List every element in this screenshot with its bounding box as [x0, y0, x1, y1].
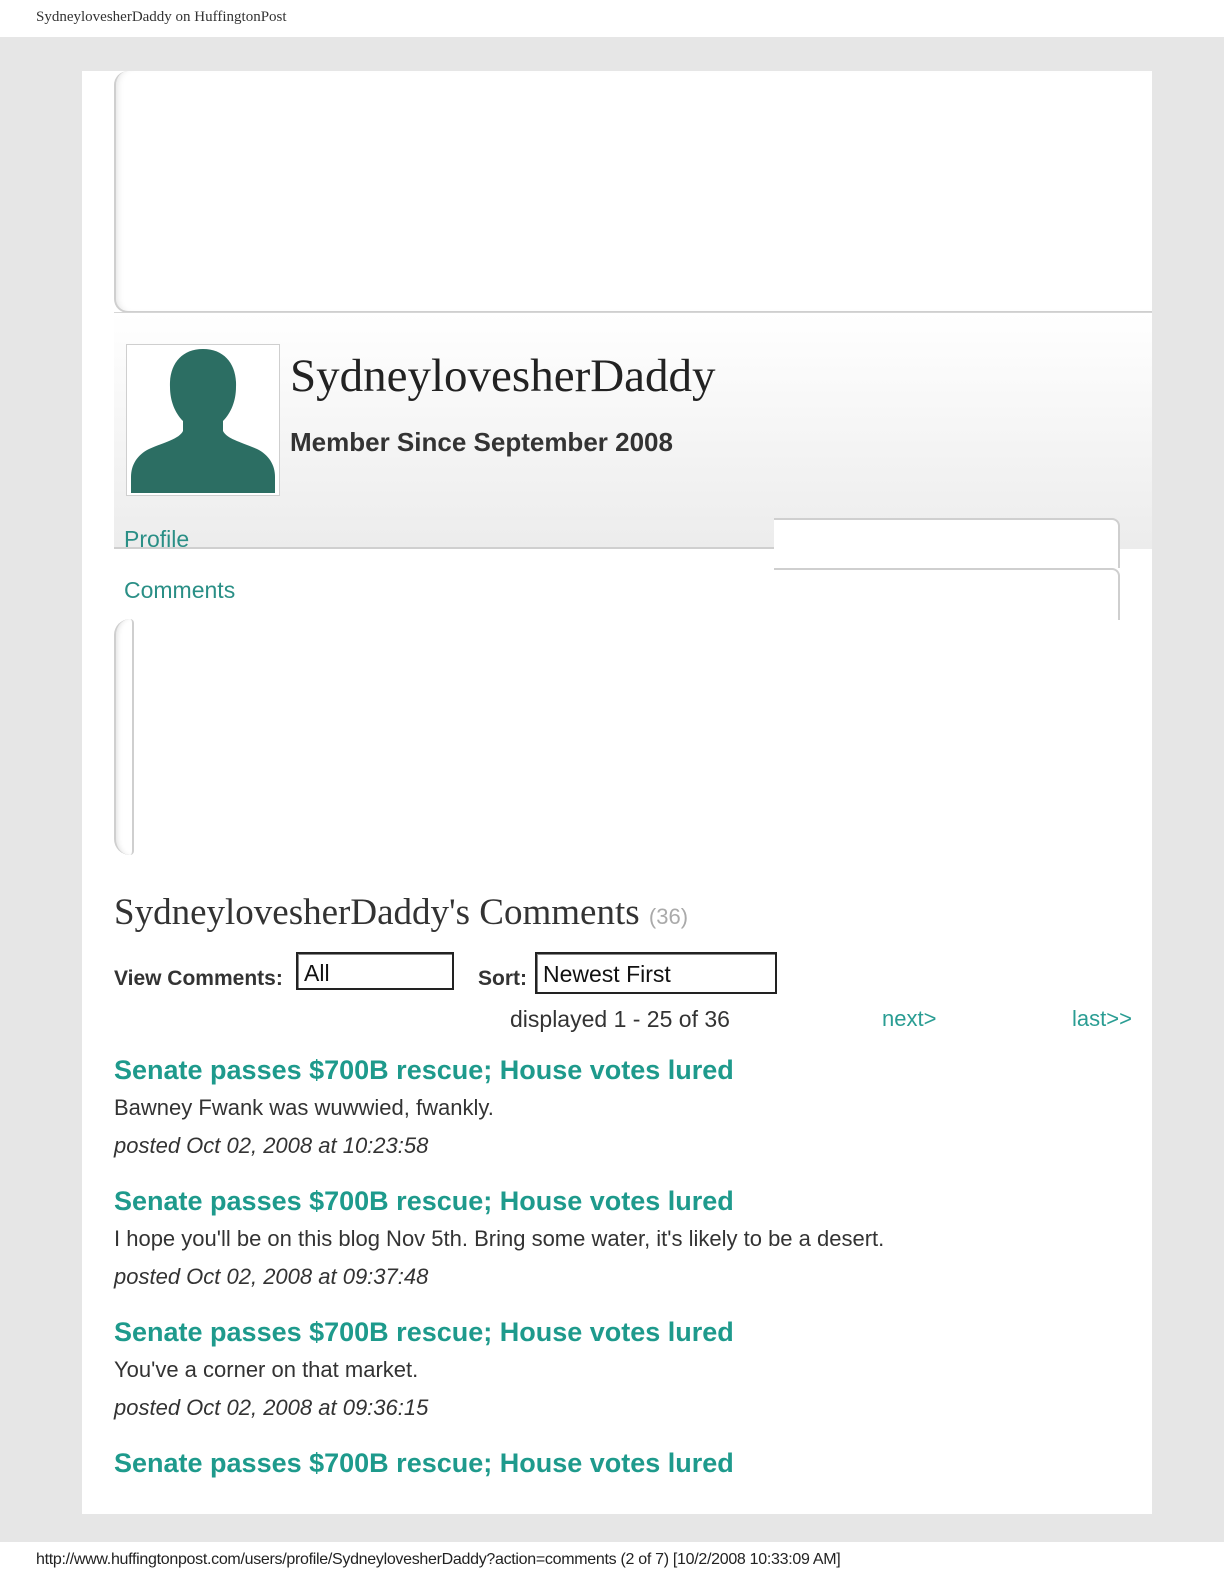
- profile-username: SydneylovesherDaddy: [290, 350, 716, 402]
- comments-list: [114, 1053, 1144, 1514]
- view-comments-label: View Comments:: [114, 967, 283, 990]
- list-item: [114, 1053, 1144, 1184]
- next-page-link[interactable]: next>: [882, 1006, 937, 1031]
- comment-article-link[interactable]: Senate passes $700B rescue; House votes lured: [114, 1448, 734, 1478]
- comment-article-link[interactable]: Senate passes $700B rescue; House votes lured: [114, 1186, 734, 1216]
- pagination-status: displayed 1 - 25 of 36: [510, 1006, 730, 1032]
- sort-label: Sort:: [478, 967, 527, 990]
- main-content: [82, 71, 1152, 1514]
- print-header-title: SydneylovesherDaddy on HuffingtonPost: [36, 9, 287, 25]
- comment-body: Bawney Fwank was wuwwied, fwankly.: [114, 1095, 494, 1120]
- comment-body: You've a corner on that market.: [114, 1357, 419, 1382]
- comments-section-title: [114, 891, 688, 934]
- comment-body: I hope you'll be on this blog Nov 5th. Bring some water, it's likely to be a desert.: [114, 1226, 885, 1251]
- list-item: [114, 1446, 1144, 1514]
- comment-timestamp: posted Oct 02, 2008 at 09:36:15: [114, 1395, 429, 1420]
- comments-count: (36): [648, 904, 689, 929]
- print-header: [0, 0, 1224, 37]
- tab-frame-bottom: [774, 568, 1120, 620]
- print-footer-url: http://www.huffingtonpost.com/users/profile/SydneylovesherDaddy?action=comments (2 of 7) [10/2/2008 10:33:09 AM]: [36, 1551, 841, 1568]
- member-since: Member Since September 2008: [290, 427, 673, 457]
- print-footer: [0, 1542, 1224, 1583]
- comment-timestamp: posted Oct 02, 2008 at 09:37:48: [114, 1264, 429, 1289]
- comments-title-text: SydneylovesherDaddy's Comments: [114, 892, 640, 933]
- tab-profile[interactable]: Profile: [124, 526, 190, 552]
- silhouette-avatar-icon: [129, 347, 277, 493]
- last-page-link[interactable]: last>>: [1072, 1006, 1132, 1031]
- tab-frame-top: [774, 518, 1120, 568]
- tab-comments[interactable]: Comments: [124, 577, 236, 603]
- comment-timestamp: posted Oct 02, 2008 at 10:23:58: [114, 1133, 429, 1158]
- sidebar-bracket: [114, 619, 134, 855]
- sort-select[interactable]: Newest First: [535, 952, 777, 994]
- tab-divider: [114, 547, 774, 549]
- list-item: [114, 1184, 1144, 1315]
- comment-article-link[interactable]: Senate passes $700B rescue; House votes lured: [114, 1055, 734, 1085]
- view-comments-select[interactable]: All: [296, 952, 454, 990]
- ad-placeholder: [114, 71, 1152, 313]
- comment-article-link[interactable]: Senate passes $700B rescue; House votes lured: [114, 1317, 734, 1347]
- list-item: [114, 1315, 1144, 1446]
- avatar: [126, 344, 280, 496]
